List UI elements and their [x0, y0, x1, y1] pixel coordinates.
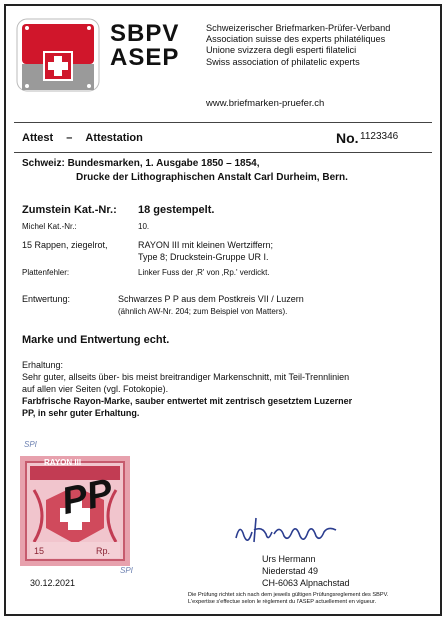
- condition-summary-1: Farbfrische Rayon-Marke, sauber entwertet mit zentrisch gesetztem Luzerner: [22, 396, 353, 406]
- plate-error-label: Plattenfehler:: [22, 268, 70, 277]
- stamp-value-right: Rp.: [96, 546, 111, 556]
- attest-label: Attest: [22, 132, 54, 144]
- issue-line-2: Drucke der Lithographischen Anstalt Carl Durheim, Bern.: [76, 172, 348, 183]
- condition-label: Erhaltung:: [22, 360, 64, 370]
- stamp-description-2: Type 8; Druckstein-Gruppe UR I.: [138, 252, 269, 262]
- zumstein-value: 18 gestempelt.: [138, 204, 215, 216]
- plate-error-value: Linker Fuss der ‚R' von ‚Rp.' verdickt.: [138, 268, 270, 277]
- condition-line-1: Sehr guter, allseits über- bis meist breitrandiger Markenschnitt, mit Teil-Trennlinien: [22, 372, 350, 382]
- condition-line-2: auf allen vier Seiten (vgl. Fotokopie).: [22, 384, 169, 394]
- stamp-value-left: 15: [34, 546, 45, 556]
- pp-cancellation: PP: [58, 471, 117, 524]
- zumstein-label: Zumstein Kat.-Nr.:: [22, 204, 117, 216]
- certificate-header: [14, 14, 432, 110]
- spi-mark-top: SPI: [24, 440, 37, 449]
- verdict: Marke und Entwertung echt.: [22, 334, 170, 346]
- michel-value: 10.: [138, 222, 150, 231]
- org-name-en: Swiss association of philatelic experts: [206, 56, 360, 67]
- michel-label: Michel Kat.-Nr.:: [22, 222, 77, 231]
- footer-line-1: Die Prüfung richtet sich nach dem jeweils gültigen Prüfungsreglement des SBPV.: [188, 592, 389, 598]
- attest-title: Attest – Attestation: [22, 132, 143, 144]
- cancellation-value-1: Schwarzes P P aus dem Postkreis VII / Luzern: [118, 294, 304, 304]
- certificate-number-label: No.: [336, 130, 359, 146]
- sbpv-logo-icon: [14, 16, 102, 108]
- org-name-fr: Association suisse des experts philatéliques: [206, 34, 386, 45]
- org-name-it: Unione svizzera degli esperti filatelici: [206, 45, 357, 56]
- issue-line-1: Schweiz: Bundesmarken, 1. Ausgabe 1850 – 1854,: [22, 158, 260, 169]
- attestation-label: Attestation: [85, 132, 143, 144]
- brand-wordmark: [110, 22, 179, 70]
- certificate-date: 30.12.2021: [30, 578, 76, 588]
- expert-name: Urs Hermann: [262, 554, 316, 564]
- stamp-description-1: RAYON III mit kleinen Wertziffern;: [138, 240, 274, 250]
- certificate-number: 1123346: [360, 131, 399, 142]
- stamp-top-text: RAYON III: [44, 458, 82, 467]
- stamp-description-label: 15 Rappen, ziegelrot,: [22, 240, 108, 250]
- cancellation-label: Entwertung:: [22, 294, 71, 304]
- expert-city: CH-6063 Alpnachstad: [262, 578, 350, 588]
- title-divider: [14, 152, 432, 153]
- footer-line-2: L'expertise s'effectue selon le règlement du l'ASEP actuellement en vigueur.: [188, 599, 377, 605]
- cancellation-value-2: (ähnlich AW-Nr. 204; zum Beispiel von Matters).: [118, 307, 288, 316]
- footer-notice: [188, 592, 388, 606]
- brand-line-1: SBPV: [110, 20, 180, 47]
- org-name-de: Schweizerischer Briefmarken-Prüfer-Verband: [206, 23, 391, 33]
- condition-summary-2: PP, in sehr guter Erhaltung.: [22, 408, 140, 418]
- handwritten-signature: [232, 512, 342, 548]
- spi-mark-bottom: SPI: [120, 566, 133, 575]
- organization-names: [206, 23, 390, 68]
- expert-street: Niederstad 49: [262, 566, 319, 576]
- website-url: www.briefmarken-pruefer.ch: [206, 98, 325, 109]
- header-divider: [14, 122, 432, 123]
- brand-line-2: ASEP: [110, 44, 180, 71]
